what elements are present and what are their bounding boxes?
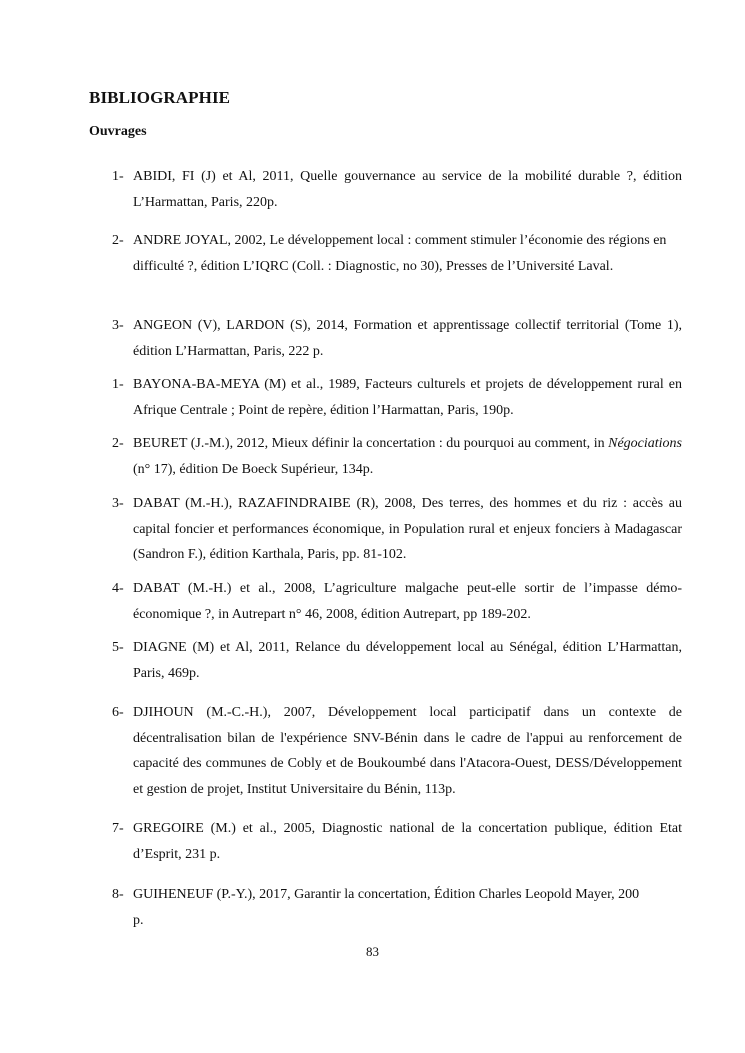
entry-text: GUIHENEUF (P.-Y.), 2017, Garantir la concertation, Édition Charles Leopold Mayer, 200 p.	[133, 887, 640, 928]
entry-number: 7-	[112, 821, 124, 836]
bibliography-entry	[112, 635, 682, 686]
entry-text: GREGOIRE (M.) et al., 2005, Diagnostic national de la concertation publique, édition Etat d’Esprit, 231 p.	[133, 821, 682, 862]
bibliography-entry	[112, 882, 682, 933]
bibliography-entry	[112, 313, 682, 364]
entry-number: 8-	[112, 887, 124, 902]
bibliography-entry	[112, 491, 682, 568]
bibliography-entry	[112, 372, 682, 423]
journal-title: Négociations	[608, 436, 682, 451]
bibliography-entry	[112, 228, 682, 279]
entry-text: ANDRE JOYAL, 2002, Le développement local : comment stimuler l’économie des régions en difficulté ?, édition L’IQRC (Coll. : Diagnostic, no 30), Presses de l’Université Laval.	[133, 233, 667, 274]
entry-number: 1-	[112, 169, 124, 184]
entry-text: BAYONA-BA-MEYA (M) et al., 1989, Facteurs culturels et projets de développement rural en Afrique Centrale ; Point de repère, édition l’Harmattan, Paris, 190p.	[133, 377, 682, 418]
entry-text-part: (n° 17), édition De Boeck Supérieur, 134p.	[133, 461, 374, 477]
entry-text: ANGEON (V), LARDON (S), 2014, Formation et apprentissage collectif territorial (Tome 1), édition L’Harmattan, Paris, 222 p.	[133, 318, 682, 359]
bibliography-entry	[112, 700, 682, 802]
bibliography-entry	[112, 816, 682, 867]
entry-text	[133, 431, 682, 482]
bibliography-entry	[112, 164, 682, 215]
bibliography-entry	[112, 431, 682, 482]
entry-number: 2-	[112, 233, 124, 248]
entry-text: DABAT (M.-H.), RAZAFINDRAIBE (R), 2008, Des terres, des hommes et du riz : accès au capital foncier et performances économique, in Population rural et enjeux fonciers à Madagascar (Sandron F.), édition Karthala, Paris, pp. 81-102.	[133, 496, 682, 562]
entry-text: DABAT (M.-H.) et al., 2008, L’agriculture malgache peut-elle sortir de l’impasse démo-économique ?, in Autrepart n° 46, 2008, édition Autrepart, pp 189-202.	[133, 581, 682, 622]
entry-text: ABIDI, FI (J) et Al, 2011, Quelle gouvernance au service de la mobilité durable ?, édition L’Harmattan, Paris, 220p.	[133, 169, 682, 210]
entry-number: 1-	[112, 377, 124, 392]
entry-number: 5-	[112, 640, 124, 655]
bibliography-heading: BIBLIOGRAPHIE	[89, 88, 231, 107]
entry-number: 2-	[112, 436, 124, 451]
entry-number: 3-	[112, 318, 124, 333]
entry-number: 3-	[112, 496, 124, 511]
entry-text-part: BEURET (J.-M.), 2012, Mieux définir la concertation : du pourquoi au comment, in	[133, 436, 609, 451]
entry-number: 6-	[112, 705, 124, 720]
entry-number: 4-	[112, 581, 124, 596]
entry-text: DJIHOUN (M.-C.-H.), 2007, Développement local participatif dans un contexte de décentralisation bilan de l'expérience SNV-Bénin dans le cadre de l'appui au renforcement de capacité des communes de Cobly et de Boukoumbé dans l'Atacora-Ouest, DESS/Développement et gestion de projet, Institut Universitaire du Bénin, 113p.	[133, 705, 682, 797]
page-number: 83	[366, 944, 379, 959]
bibliography-entry	[112, 576, 682, 627]
section-title: Ouvrages	[89, 124, 147, 139]
entry-text: DIAGNE (M) et Al, 2011, Relance du développement local au Sénégal, édition L’Harmattan, Paris, 469p.	[133, 640, 682, 681]
